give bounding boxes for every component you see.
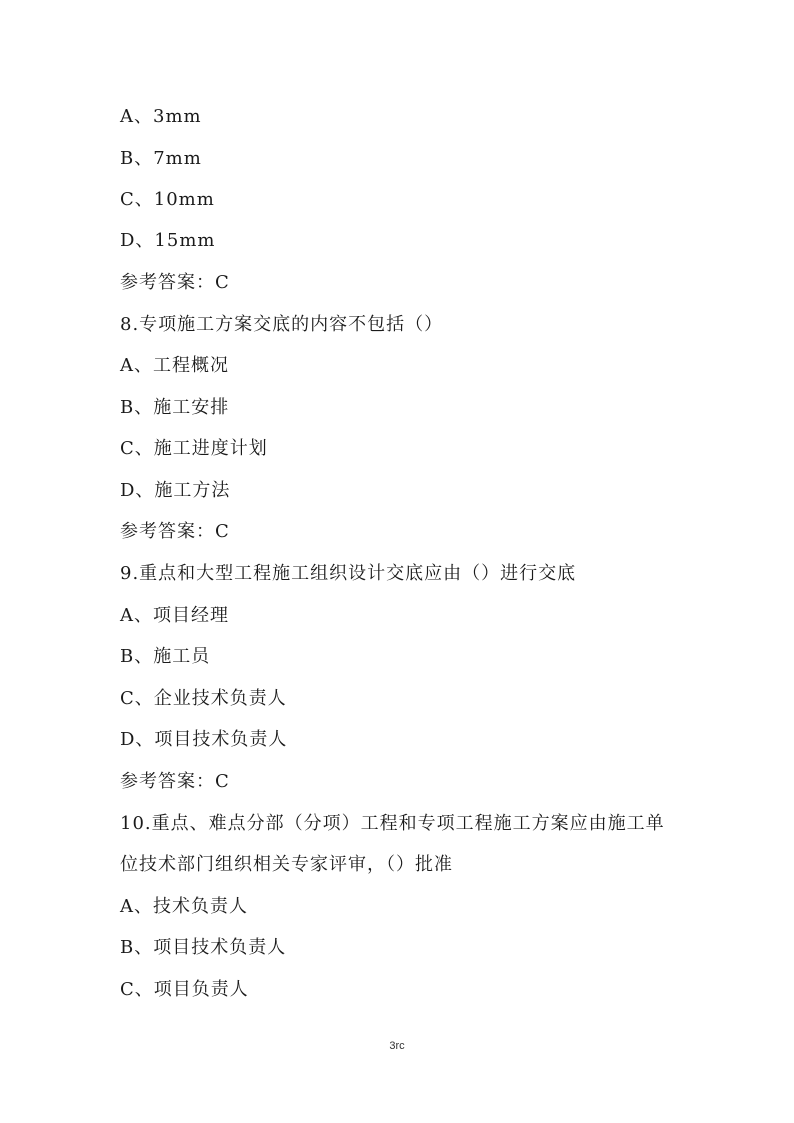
q7-answer: 参考答案：C: [120, 272, 230, 293]
q9-option-b: B、施工员: [120, 646, 211, 667]
q9-option-d: D、项目技术负责人: [120, 729, 288, 750]
q8-answer: 参考答案：C: [120, 521, 230, 542]
q9-question: 9.重点和大型工程施工组织设计交底应由（）进行交底: [120, 563, 577, 584]
q7-option-b: B、7mm: [120, 148, 202, 169]
q8-option-b: B、施工安排: [120, 397, 230, 418]
q9-option-a: A、项目经理: [120, 605, 229, 626]
page-number-footer: 3rc: [389, 1040, 405, 1052]
q9-option-c: C、企业技术负责人: [120, 688, 287, 709]
q10-option-a: A、技术负责人: [120, 896, 248, 917]
q8-option-c: C、施工进度计划: [120, 438, 268, 459]
q10-question-line1: 10.重点、难点分部（分项）工程和专项工程施工方案应由施工单: [120, 813, 665, 834]
q8-question: 8.专项施工方案交底的内容不包括（）: [120, 314, 444, 335]
q8-option-a: A、工程概况: [120, 355, 229, 376]
q10-question-line2: 位技术部门组织相关专家评审，（）批准: [120, 854, 453, 875]
q7-option-c: C、10mm: [120, 189, 215, 210]
q8-option-d: D、施工方法: [120, 480, 231, 501]
q10-option-b: B、项目技术负责人: [120, 937, 287, 958]
q7-option-d: D、15mm: [120, 230, 216, 251]
q10-option-c: C、项目负责人: [120, 979, 249, 1000]
q7-option-a: A、3mm: [120, 106, 202, 127]
q9-answer: 参考答案：C: [120, 771, 230, 792]
